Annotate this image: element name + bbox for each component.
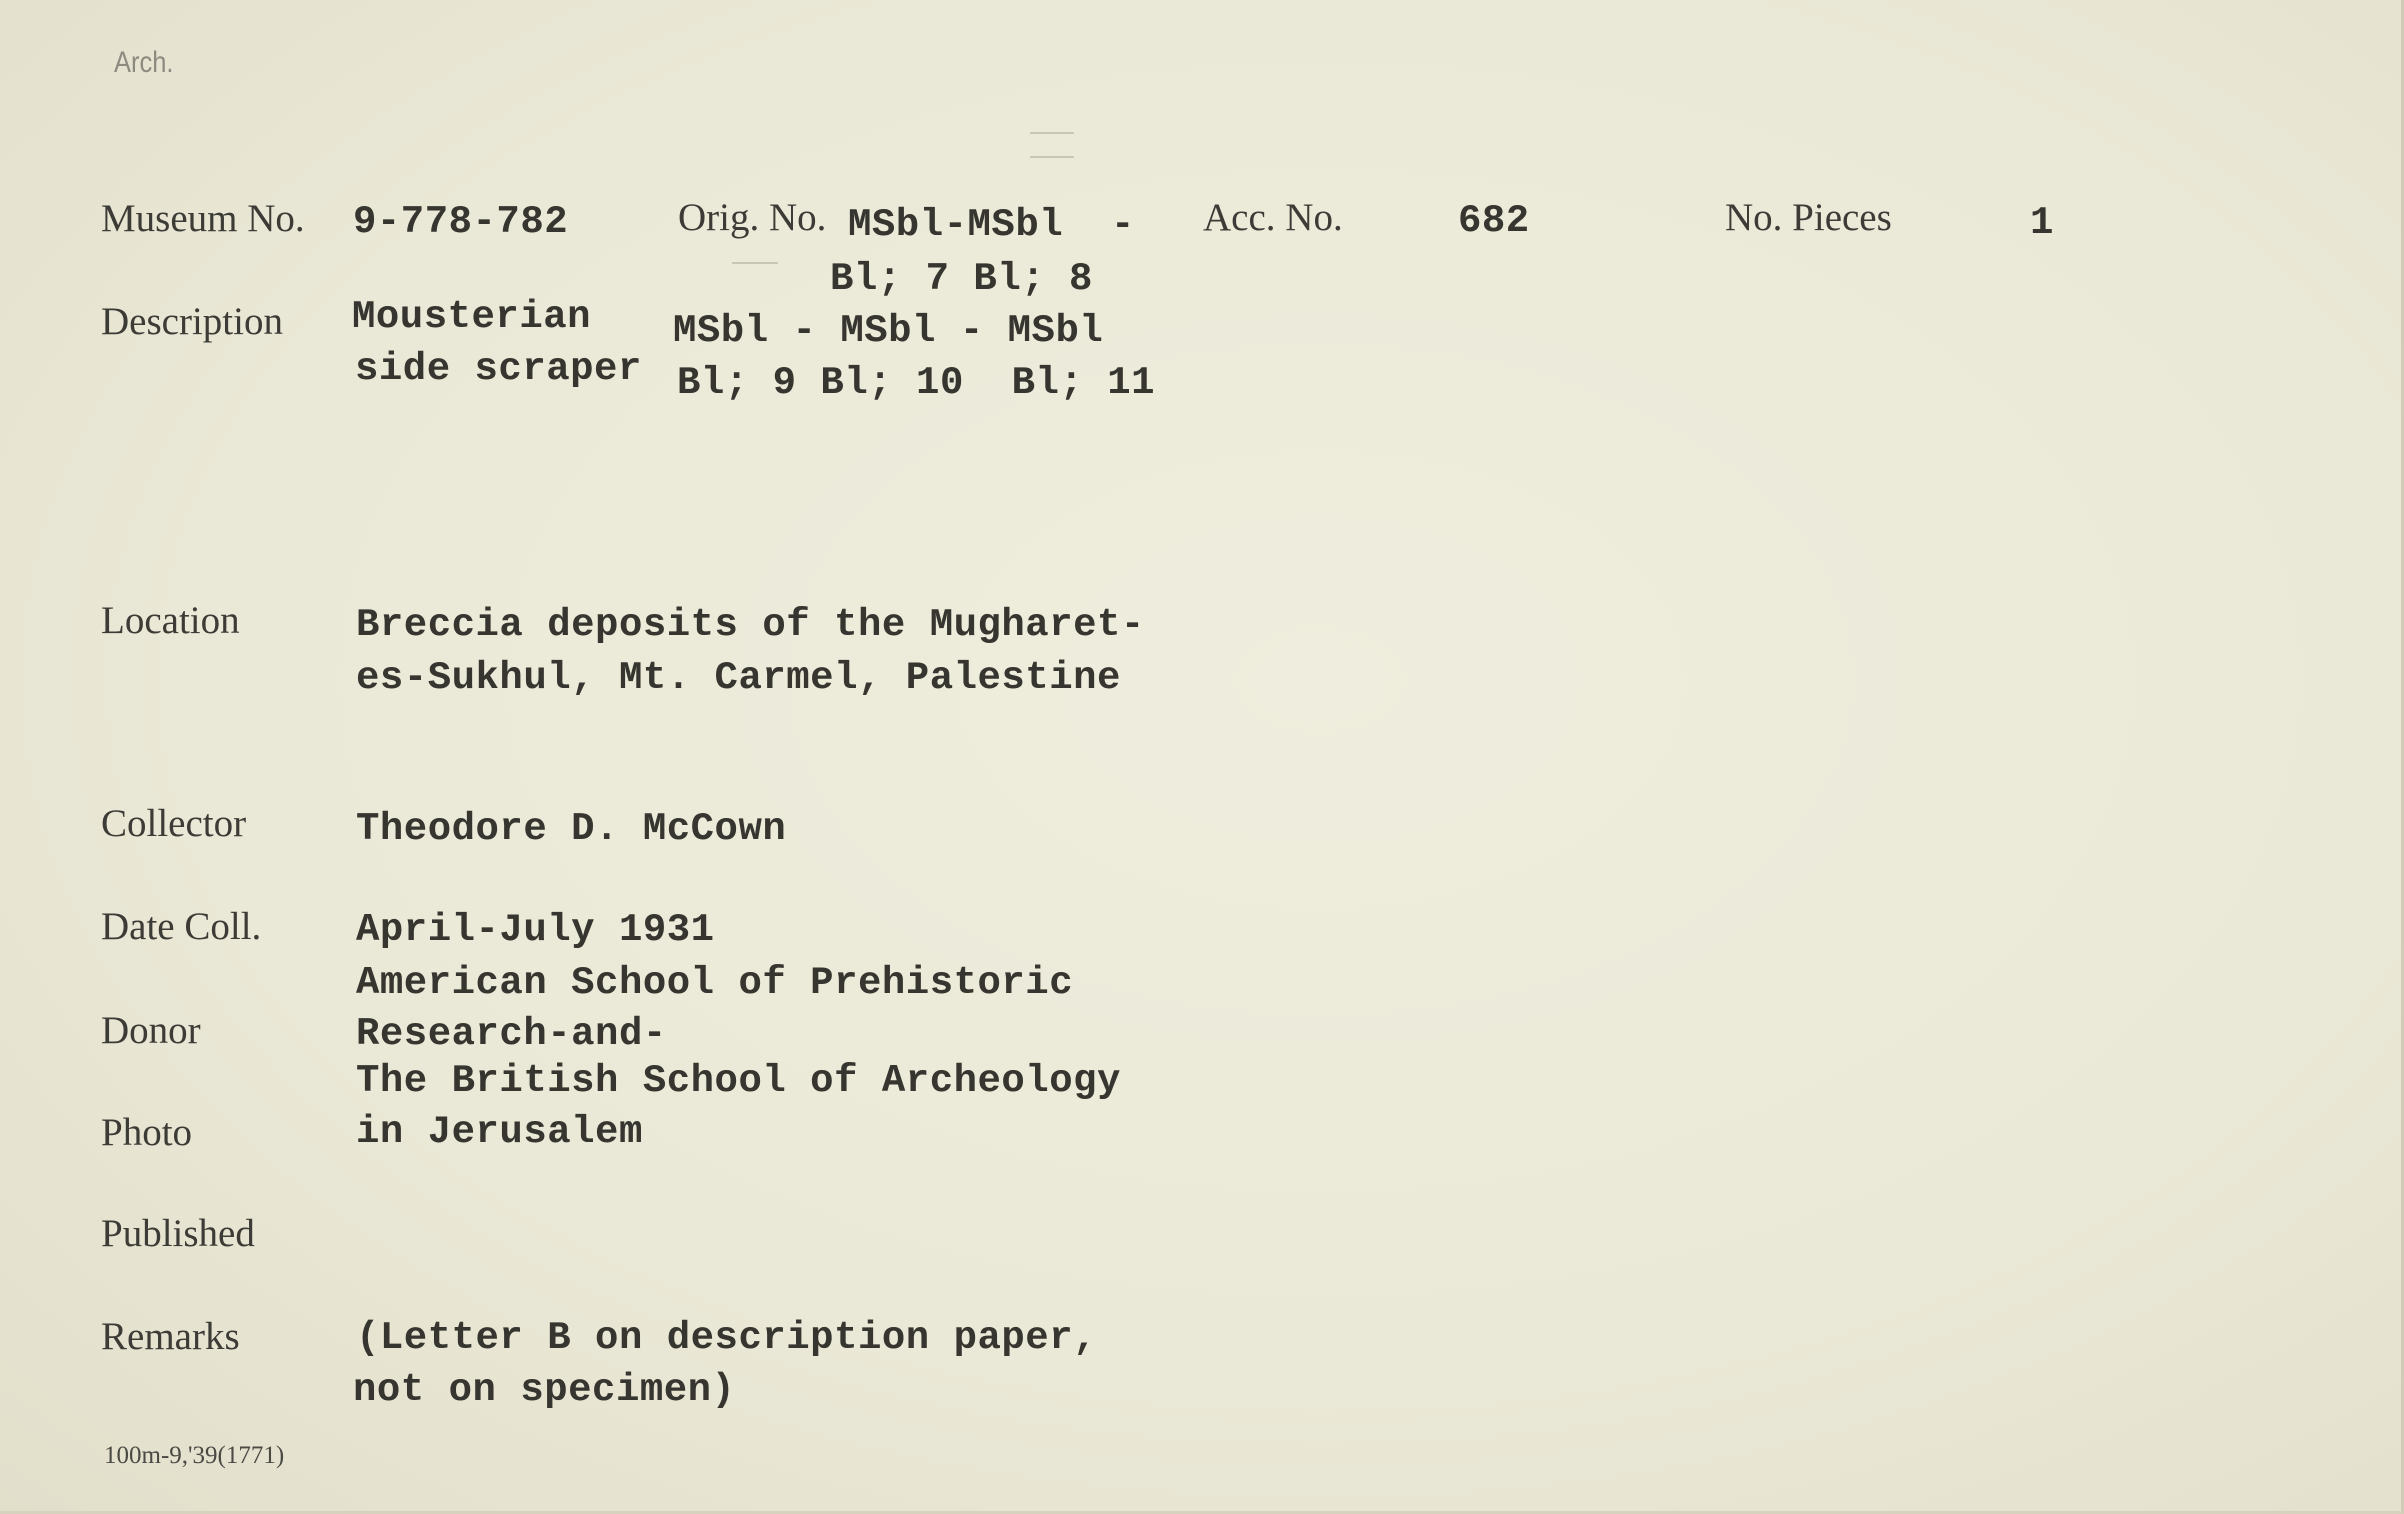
photo-label: Photo <box>101 1111 193 1154</box>
donor-line-2: Research-and- <box>356 1012 667 1056</box>
orig-no-line-2: Bl; 7 Bl; 8 <box>830 257 1093 301</box>
museum-no-value: 9-778-782 <box>353 200 569 244</box>
no-pieces-label: No. Pieces <box>1725 196 1892 239</box>
description-line-1: Mousterian <box>352 295 592 339</box>
date-coll-label: Date Coll. <box>101 905 262 948</box>
donor-line-4: in Jerusalem <box>356 1110 643 1154</box>
no-pieces-value: 1 <box>2030 201 2054 245</box>
corner-note: Arch. <box>114 46 174 79</box>
acc-no-value: 682 <box>1458 199 1530 243</box>
paper-mark <box>1030 132 1074 134</box>
remarks-label: Remarks <box>101 1315 240 1358</box>
location-line-1: Breccia deposits of the Mugharet- <box>356 603 1145 647</box>
collector-label: Collector <box>101 802 247 845</box>
donor-label: Donor <box>101 1009 201 1052</box>
description-label: Description <box>101 300 283 343</box>
collector-value: Theodore D. McCown <box>356 807 787 851</box>
paper-mark <box>732 262 778 264</box>
museum-no-label: Museum No. <box>101 197 305 240</box>
date-coll-value: April-July 1931 <box>356 908 715 952</box>
description-extra-line-2: Bl; 9 Bl; 10 Bl; 11 <box>677 361 1156 405</box>
donor-line-3: The British School of Archeology <box>356 1059 1121 1103</box>
footer-code: 100m-9,'39(1771) <box>104 1442 285 1469</box>
donor-line-1: American School of Prehistoric <box>356 961 1074 1005</box>
paper-mark <box>1030 156 1074 158</box>
location-line-2: es-Sukhul, Mt. Carmel, Palestine <box>356 656 1121 700</box>
remarks-line-1: (Letter B on description paper, <box>356 1316 1098 1360</box>
location-label: Location <box>101 599 240 642</box>
orig-no-line-1: MSbl-MSbl - <box>848 203 1135 247</box>
description-line-2: side scraper <box>355 347 642 391</box>
acc-no-label: Acc. No. <box>1203 196 1343 239</box>
description-extra-line-1: MSbl - MSbl - MSbl <box>673 309 1104 353</box>
remarks-line-2: not on specimen) <box>353 1368 736 1412</box>
published-label: Published <box>101 1212 255 1255</box>
orig-no-label: Orig. No. <box>678 196 827 239</box>
